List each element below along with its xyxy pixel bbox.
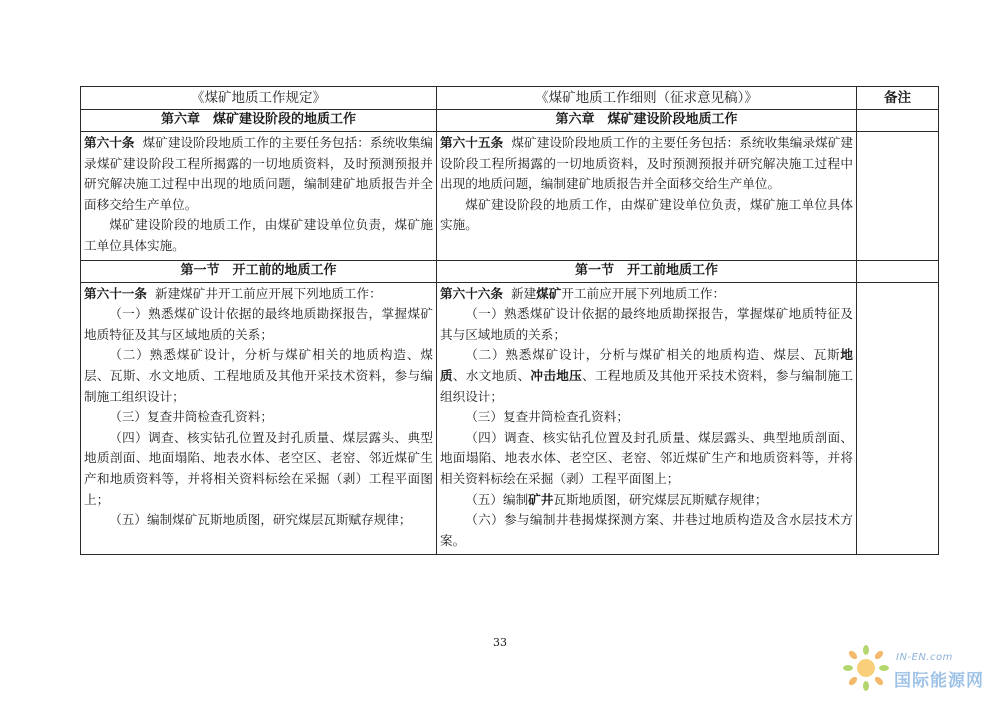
article-60-cell <box>81 132 437 261</box>
article-65-paragraph-2: 煤矿建设阶段的地质工作，由煤矿建设单位负责，煤矿施工单位具体实施。 <box>440 196 853 233</box>
article-66-item-5-text: 瓦斯地质图，研究煤层瓦斯赋存规律； <box>553 491 768 507</box>
article-60-paragraph-2: 煤矿建设阶段的地质工作，由煤矿建设单位负责，煤矿施工单位具体实施。 <box>84 217 433 253</box>
article-61-item: （四）调查、核实钻孔位置及封孔质量、煤层露头、典型地质剖面、地面塌陷、地表水体、老空区、老窑、邻近煤矿生产和地质资料等，并将相关资料标绘在采掘（剥）工程平面图上； <box>84 429 433 507</box>
article-66-item-4: （四）调查、核实钻孔位置及封孔质量、煤层露头、典型地质剖面、地面塌陷、地表水体、老空区、老窑、邻近煤矿生产和地质资料等，并将相关资料标绘在采掘（剥）工程平面图上； <box>440 429 853 486</box>
article-66-item-2 <box>440 345 853 407</box>
article-66-item-2-text: 、水文地质、 <box>452 367 531 383</box>
chapter-middle: 第六章 煤矿建设阶段地质工作 <box>437 110 857 132</box>
article-60-paragraph-1 <box>84 133 433 215</box>
article-61-item: （五）编制煤矿瓦斯地质图，研究煤层瓦斯赋存规律； <box>109 512 412 528</box>
header-left: 《煤矿地质工作规定》 <box>81 87 437 110</box>
section-row <box>81 260 939 282</box>
article-65-number: 第六十五条 <box>440 135 504 150</box>
article-61-number: 第六十一条 <box>84 285 147 301</box>
article-66-item-6: （六）参与编制井巷揭煤探测方案、井巷过地质构造及含水层技术方案。 <box>440 512 853 548</box>
watermark-brand-cn: 国际能源网 <box>894 671 984 691</box>
article-66-intro-emphasis: 煤矿 <box>536 285 562 301</box>
article-60-text: 煤矿建设阶段地质工作的主要任务包括：系统收集编录煤矿建设阶段工程所揭露的一切地质资料，及时预测预报并研究解决施工过程中出现的地质问题，编制建矿地质报告并全面移交给生产单位。 <box>84 135 433 212</box>
sun-logo-icon <box>842 644 890 692</box>
header-notes: 备注 <box>857 87 939 110</box>
header-middle: 《煤矿地质工作细则（征求意见稿）》 <box>437 87 857 110</box>
article-66-intro-text: 新建 <box>510 285 537 301</box>
section-notes <box>857 260 939 282</box>
article-66-item-2-text: 、工程地质及其他开采技术资料，参与编制施工组织设计； <box>440 367 854 404</box>
article-61-intro-text: 新建煤矿井开工前应开展下列地质工作： <box>154 285 382 301</box>
watermark-brand-en: IN-EN.com <box>896 652 953 663</box>
chapter-notes <box>857 110 939 132</box>
article-66-item-1: （一）熟悉煤矿设计依据的最终地质勘探报告，掌握煤矿地质特征及其与区域地质的关系； <box>440 306 853 342</box>
notes-cell-1 <box>857 132 939 261</box>
article-66-number: 第六十六条 <box>440 285 503 301</box>
article-60-number: 第六十条 <box>84 135 135 150</box>
article-65-text: 煤矿建设阶段地质工作的主要任务包括：系统收集编录煤矿建设阶段工程所揭露的一切地质资料，及时预测预报并研究解决施工过程中出现的地质问题，编制建矿地质报告并全面移交给生产单位。 <box>440 135 854 192</box>
article-66-item-2-emphasis: 地质 <box>440 347 853 383</box>
article-66-intro-rest: 开工前应开展下列地质工作： <box>561 285 726 301</box>
chapter-left: 第六章 煤矿建设阶段的地质工作 <box>81 110 437 132</box>
article-66-item-2-text: （二）熟悉煤矿设计，分析与煤矿相关的地质构造、煤层、瓦斯 <box>465 347 841 363</box>
article-65-paragraph-1 <box>440 133 853 195</box>
article-row-2 <box>81 282 939 555</box>
article-61-item: （二）熟悉煤矿设计，分析与煤矿相关的地质构造、煤层、瓦斯、水文地质、工程地质及其他开采技术资料，参与编制施工组织设计； <box>84 347 433 404</box>
article-61-item: （三）复查井筒检查孔资料； <box>109 409 273 425</box>
article-66-item-5-emphasis: 矿井 <box>528 491 554 507</box>
chapter-row <box>81 110 939 132</box>
article-row-1 <box>81 132 939 261</box>
page-number: 33 <box>493 636 507 649</box>
article-65-cell <box>437 132 857 261</box>
watermark-logo <box>842 638 992 702</box>
article-66-cell <box>437 282 857 555</box>
article-66-intro <box>440 284 853 305</box>
article-61-intro <box>84 284 433 305</box>
article-66-item-2-emphasis: 冲击地压 <box>530 367 583 383</box>
article-66-item-5-text: （五）编制 <box>465 491 529 507</box>
notes-cell-2 <box>857 282 939 555</box>
header-row <box>81 87 939 110</box>
article-66-item-3: （三）复查井筒检查孔资料； <box>465 409 629 425</box>
article-61-cell <box>81 282 437 555</box>
article-61-item: （一）熟悉煤矿设计依据的最终地质勘探报告，掌握煤矿地质特征及其与区域地质的关系； <box>84 306 433 342</box>
section-left: 第一节 开工前的地质工作 <box>81 260 437 282</box>
article-66-item-5 <box>440 490 853 511</box>
comparison-table <box>80 86 939 555</box>
section-middle: 第一节 开工前地质工作 <box>437 260 857 282</box>
